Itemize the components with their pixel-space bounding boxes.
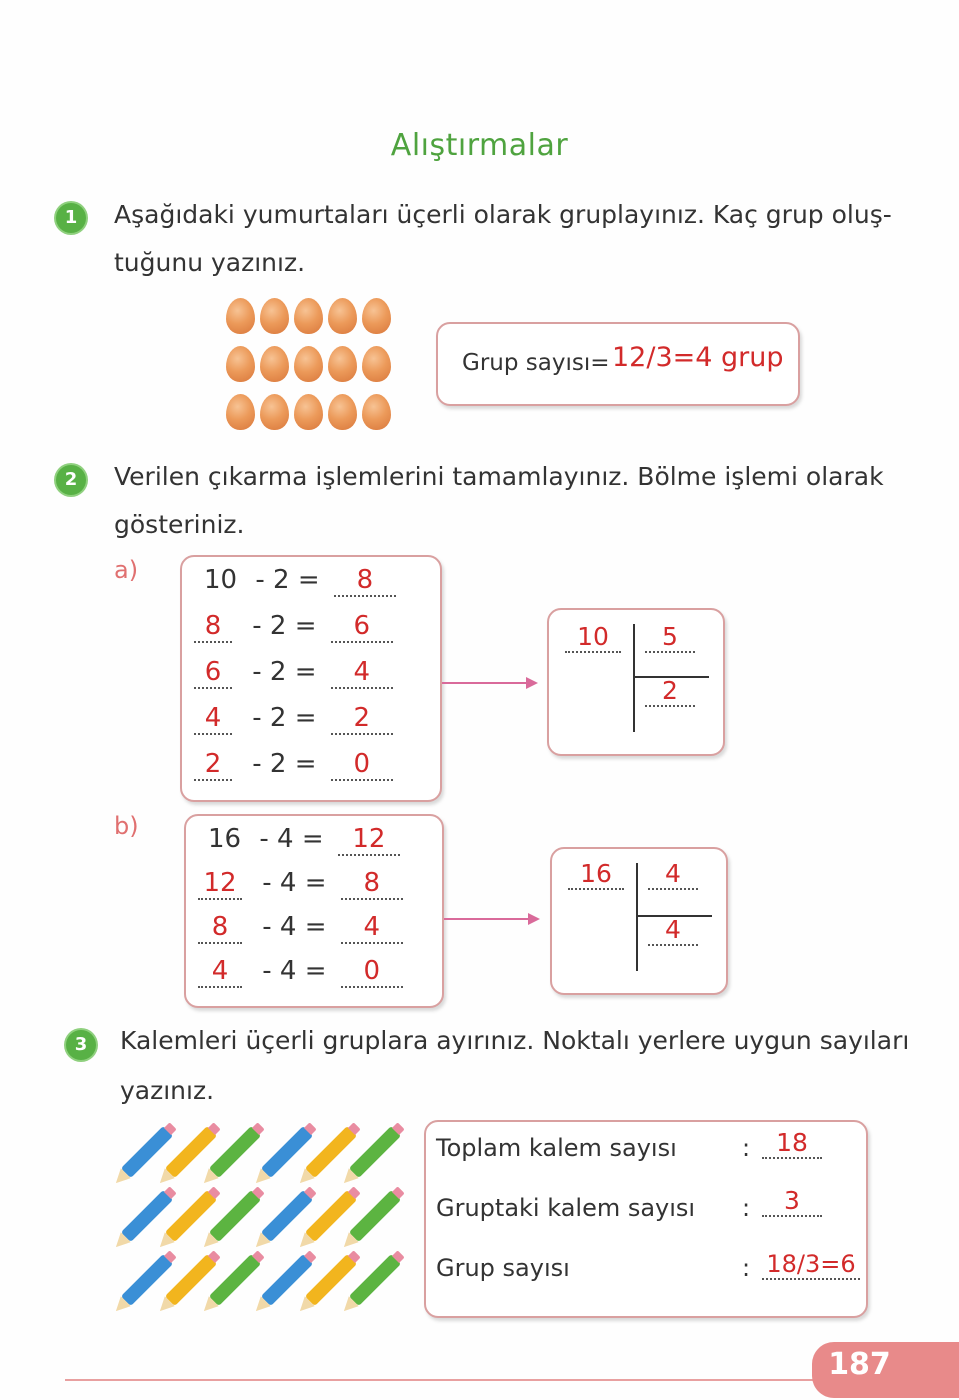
eggs-illustration [226, 298, 398, 434]
part-a-row-3-op: - 2 = [252, 657, 317, 687]
part-a-row-4-result[interactable]: 2 [331, 703, 393, 735]
part-a-arrowhead [526, 677, 538, 689]
part-a-subtraction-box [180, 555, 442, 802]
part-a-row-5-result[interactable]: 0 [331, 749, 393, 781]
part-a-row-4-left[interactable]: 4 [194, 703, 232, 735]
part-b-divisor[interactable]: 4 [648, 859, 698, 890]
part-b-quotient[interactable]: 4 [648, 915, 698, 946]
question-1-line2: tuğunu yazınız. [114, 248, 306, 277]
part-b-division-box [550, 847, 728, 995]
part-b-row-1-op: - 4 = [259, 824, 324, 854]
part-a-row-2-left[interactable]: 8 [194, 611, 232, 643]
part-b-subtraction-box [184, 814, 444, 1008]
group-count-3-answer[interactable]: 18/3=6 [762, 1250, 860, 1280]
part-b-row-3-left[interactable]: 8 [198, 912, 242, 944]
question-2-line1: Verilen çıkarma işlemlerini tamamlayınız. Bölme işlemi olarak [114, 462, 884, 491]
part-b-row-2-op: - 4 = [262, 868, 327, 898]
part-b-row-4-result[interactable]: 0 [341, 956, 403, 988]
footer-line [65, 1379, 815, 1381]
part-b-arrowhead [528, 913, 540, 925]
group-count-3-colon: : [742, 1254, 751, 1282]
page-number: 187 [828, 1347, 891, 1382]
part-b-row-1-left: 16 [208, 824, 242, 854]
group-count-answer[interactable]: 12/3=4 grup [612, 342, 784, 373]
part-a-row-2-result[interactable]: 6 [331, 611, 393, 643]
question-2-number: 2 [56, 465, 86, 495]
question-1-line1: Aşağıdaki yumurtaları üçerli olarak gruplayınız. Kaç grup oluş- [114, 200, 892, 229]
pencils-illustration [126, 1118, 416, 1318]
part-b-row-1-result[interactable]: 12 [338, 824, 400, 856]
part-b-row-2-result[interactable]: 8 [341, 868, 403, 900]
part-a-division-box [547, 608, 725, 756]
part-b-dividend[interactable]: 16 [568, 859, 624, 890]
part-a-quotient[interactable]: 2 [645, 676, 695, 707]
part-a-row-4-op: - 2 = [252, 703, 317, 733]
question-3-line2: yazınız. [120, 1076, 215, 1105]
part-a-dividend[interactable]: 10 [565, 622, 621, 653]
question-3-line1: Kalemleri üçerli gruplara ayırınız. Noktalı yerlere uygun sayıları [120, 1026, 910, 1055]
group-count-box [436, 322, 800, 406]
question-3-number: 3 [66, 1030, 96, 1060]
part-a-row-3-result[interactable]: 4 [331, 657, 393, 689]
part-a-arrow [442, 682, 530, 684]
part-b-row-3-result[interactable]: 4 [341, 912, 403, 944]
part-a-divisor[interactable]: 5 [645, 622, 695, 653]
part-b-division-vertical-line [636, 863, 638, 971]
pencils-per-group-answer[interactable]: 3 [762, 1186, 822, 1217]
part-a-label: a) [114, 556, 139, 584]
pencil-count-box [424, 1120, 868, 1318]
part-a-row-5-op: - 2 = [252, 749, 317, 779]
part-b-row-3-op: - 4 = [262, 912, 327, 942]
part-a-row-1-result[interactable]: 8 [334, 565, 396, 597]
part-a-row-5-left[interactable]: 2 [194, 749, 232, 781]
group-count-3-label: Grup sayısı [436, 1254, 570, 1282]
part-a-row-2-op: - 2 = [252, 611, 317, 641]
part-a-row-1-left: 10 [204, 565, 238, 595]
part-b-row-2-left[interactable]: 12 [198, 868, 242, 900]
question-2-line2: gösteriniz. [114, 510, 245, 539]
group-count-label: Grup sayısı= [462, 350, 610, 376]
part-a-division-vertical-line [633, 624, 635, 732]
page-title: Alıştırmalar [390, 128, 569, 163]
pencils-per-group-label: Gruptaki kalem sayısı [436, 1194, 696, 1222]
pencils-per-group-colon: : [742, 1194, 751, 1222]
total-pencils-answer[interactable]: 18 [762, 1128, 822, 1159]
question-1-number: 1 [56, 203, 86, 233]
part-a-row-3-left[interactable]: 6 [194, 657, 232, 689]
part-b-row-4-left[interactable]: 4 [198, 956, 242, 988]
part-a-row-1-op: - 2 = [255, 565, 320, 595]
part-b-arrow [444, 918, 532, 920]
part-b-label: b) [114, 812, 139, 840]
part-b-row-4-op: - 4 = [262, 956, 327, 986]
total-pencils-label: Toplam kalem sayısı [436, 1134, 677, 1162]
total-pencils-colon: : [742, 1134, 751, 1162]
